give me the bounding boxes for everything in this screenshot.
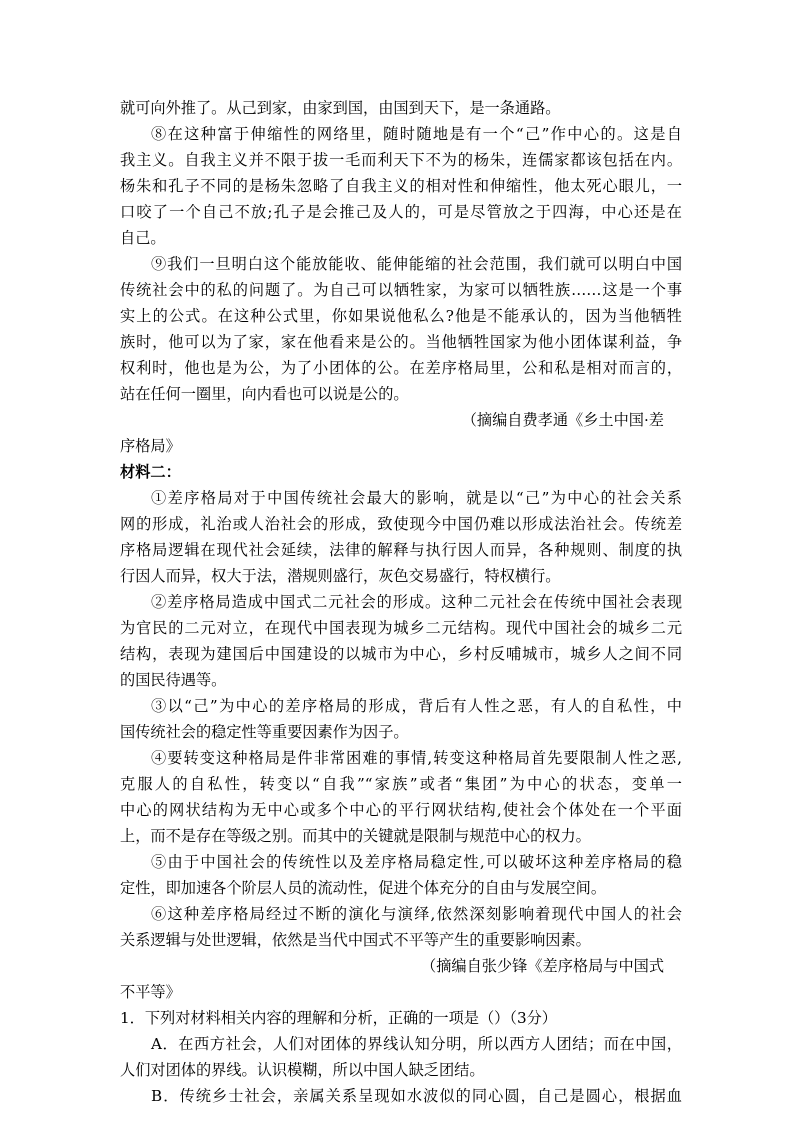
- section-heading: 材料二：: [120, 463, 181, 481]
- paragraph-line: 传统社会中的私的问题了。为自己可以牺牲家，为家可以牺牲族……这是一个事: [120, 281, 682, 299]
- option-a-line: A．在西方社会，人们对团体的界线认知分明，所以西方人团结；而在中国，: [151, 1035, 682, 1053]
- source-citation-cont: 不平等》: [120, 983, 181, 1001]
- option-b-line: B．传统乡士社会，亲属关系呈现如水波似的同心圆，自己是圆心，根据血: [151, 1087, 682, 1105]
- paragraph-line: 定性，即加速各个阶层人员的流动性，促进个体充分的自由与发展空间。: [120, 879, 606, 897]
- paragraph-line: ④要转变这种格局是件非常困难的事情,转变这种格局首先要限制人性之恶,: [151, 749, 682, 767]
- paragraph-line: 权利时，他也是为公，为了小团体的公。在差序格局里，公和私是相对而言的，: [120, 359, 682, 377]
- paragraph-line: ③以“己”为中心的差序格局的形成，背后有人性之恶，有人的自私性，中: [151, 697, 682, 715]
- paragraph-line: 国传统社会的稳定性等重要因素作为因子。: [120, 723, 409, 741]
- paragraph-line: 族时，他可以为了家，家在他看来是公的。当他牺牲国家为他小团体谋利益，争: [120, 333, 682, 351]
- paragraph-line: 站在任何一圈里，向内看也可以说是公的。: [120, 385, 409, 403]
- paragraph-line: ⑤由于中国社会的传统性以及差序格局稳定性,可以破坏这种差序格局的稳: [151, 853, 682, 871]
- document-page: [120, 95, 682, 1109]
- paragraph-line: 行因人而异，权大于法，潜规则盛行，灰色交易盛行，特权横行。: [120, 567, 561, 585]
- paragraph-line: 实上的公式。在这种公式里，你如果说他私么?他是不能承认的，因为当他牺牲: [120, 307, 682, 325]
- option-a-line: 人们对团体的界线。认识模糊，所以中国人缺乏团结。: [120, 1061, 485, 1079]
- paragraph-line: 杨朱和孔子不同的是杨朱忽略了自我主义的相对性和伸缩性，他太死心眼儿，一: [120, 177, 682, 195]
- paragraph-line: ①差序格局对于中国传统社会最大的影响，就是以“己”为中心的社会关系: [151, 489, 682, 507]
- paragraph-line: 结构，表现为建国后中国建设的以城市为中心，乡村反哺城市，城乡人之间不同: [120, 645, 682, 663]
- paragraph-line: 就可向外推了。从己到家，由家到国，由国到天下，是一条通路。: [120, 99, 561, 117]
- paragraph-line: 我主义。自我主义并不限于拔一毛而利天下不为的杨朱，连儒家都该包括在内。: [120, 151, 682, 169]
- paragraph-line: 自己。: [120, 229, 166, 247]
- paragraph-line: ⑧在这种富于伸缩性的网络里，随时随地是有一个“己”作中心的。这是自: [151, 125, 682, 143]
- paragraph-line: 口咬了一个自己不放;孔子是会推己及人的，可是尽管放之于四海，中心还是在: [120, 203, 682, 221]
- paragraph-line: 上，而不是存在等级之别。而其中的关键就是限制与规范中心的权力。: [120, 827, 591, 845]
- paragraph-line: 网的形成，礼治或人治社会的形成，致使现今中国仍难以形成法治社会。传统差: [120, 515, 682, 533]
- paragraph-line: 为官民的二元对立，在现代中国表现为城乡二元结构。现代中国社会的城乡二元: [120, 619, 682, 637]
- paragraph-line: 序格局逻辑在现代社会延续，法律的解释与执行因人而异，各种规则、制度的执: [120, 541, 682, 559]
- source-citation-cont: 序格局》: [120, 437, 181, 455]
- question-stem: 1．下列对材料相关内容的理解和分析，正确的一项是（）（3分）: [120, 1009, 557, 1027]
- paragraph-line: ⑨我们一旦明白这个能放能收、能伸能缩的社会范围，我们就可以明白中国: [151, 255, 682, 273]
- source-citation: （摘编自张少锋《差序格局与中国式: [421, 957, 664, 975]
- paragraph-line: 关系逻辑与处世逻辑，依然是当代中国式不平等产生的重要影响因素。: [120, 931, 591, 949]
- source-citation: （摘编自费孝通《乡土中国·差: [461, 411, 664, 429]
- paragraph-line: ⑥这种差序格局经过不断的演化与演绎,依然深刻影响着现代中国人的社会: [151, 905, 682, 923]
- paragraph-line: 克服人的自私性，转变以“自我”“家族”或者“集团”为中心的状态，变单一: [120, 775, 682, 793]
- paragraph-line: ②差序格局造成中国式二元社会的形成。这种二元社会在传统中国社会表现: [151, 593, 682, 611]
- paragraph-line: 中心的网状结构为无中心或多个中心的平行网状结构,使社会个体处在一个平面: [120, 801, 682, 819]
- paragraph-line: 的国民待遇等。: [120, 671, 227, 689]
